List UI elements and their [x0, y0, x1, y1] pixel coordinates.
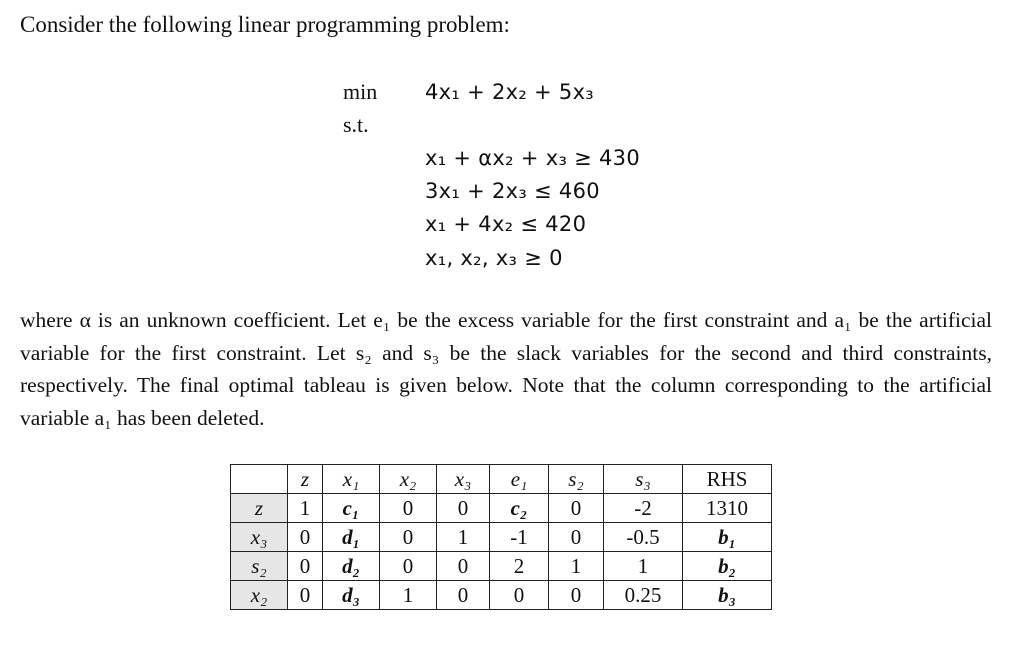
table-cell: d₃	[323, 581, 380, 610]
table-cell: 2	[490, 552, 549, 581]
constraint-3: x₁ + 4x₂ ≤ 420	[425, 212, 587, 236]
table-cell: 0	[549, 581, 604, 610]
intro-text: Consider the following linear programming problem:	[20, 12, 510, 37]
table-cell: 0.25	[604, 581, 683, 610]
table-cell: 0	[437, 552, 490, 581]
table-cell: 0	[380, 552, 437, 581]
table-cell: c₂	[490, 494, 549, 523]
table-cell: 1	[437, 523, 490, 552]
header-z: z	[288, 465, 323, 494]
table-cell: -2	[604, 494, 683, 523]
header-x2: x₂	[380, 465, 437, 494]
constraint-1: x₁ + αx₂ + x₃ ≥ 430	[425, 146, 641, 170]
header-s2: s₂	[549, 465, 604, 494]
row-label: s₂	[231, 552, 288, 581]
table-cell: c₁	[323, 494, 380, 523]
table-cell: 0	[380, 494, 437, 523]
header-rhs: RHS	[683, 465, 772, 494]
table-cell: b₃	[683, 581, 772, 610]
header-x3: x₃	[437, 465, 490, 494]
table-cell: 0	[437, 581, 490, 610]
table-cell: 0	[288, 552, 323, 581]
table-cell: 1	[604, 552, 683, 581]
nonnegativity-constraint: x₁, x₂, x₃ ≥ 0	[425, 246, 563, 270]
tableau-corner-cell	[231, 465, 288, 494]
header-s3: s₃	[604, 465, 683, 494]
header-x1: x₁	[323, 465, 380, 494]
table-cell: 0	[549, 523, 604, 552]
table-cell: 0	[380, 523, 437, 552]
table-cell: 0	[288, 523, 323, 552]
table-cell: 0	[490, 581, 549, 610]
table-cell: 0	[549, 494, 604, 523]
row-label: z	[231, 494, 288, 523]
table-cell: b₁	[683, 523, 772, 552]
min-label: min	[343, 79, 378, 104]
row-label: x₃	[231, 523, 288, 552]
table-row	[231, 552, 772, 581]
row-label: x₂	[231, 581, 288, 610]
table-row	[231, 523, 772, 552]
table-cell: d₁	[323, 523, 380, 552]
table-cell: -1	[490, 523, 549, 552]
optimal-tableau	[230, 464, 772, 610]
table-cell: b₂	[683, 552, 772, 581]
table-cell: 1310	[683, 494, 772, 523]
constraint-2: 3x₁ + 2x₃ ≤ 460	[425, 179, 600, 203]
objective-function: 4x₁ + 2x₂ + 5x₃	[425, 80, 595, 104]
st-label: s.t.	[343, 112, 369, 137]
description-paragraph: where α is an unknown coefficient. Let e₁ be the excess variable for the first constraint and a₁ be the artificial variable for the first constraint. Let s₂ and s₃ be the slack variables for the second and third constraints, respectively. The final optimal tableau is given below. Note that the column corresponding to the artificial variable a₁ has been deleted.	[20, 308, 992, 430]
table-cell: 1	[549, 552, 604, 581]
table-row	[231, 581, 772, 610]
table-cell: 1	[288, 494, 323, 523]
table-row	[231, 494, 772, 523]
table-cell: 1	[380, 581, 437, 610]
table-cell: 0	[437, 494, 490, 523]
table-cell: -0.5	[604, 523, 683, 552]
header-e1: e₁	[490, 465, 549, 494]
table-cell: d₂	[323, 552, 380, 581]
table-cell: 0	[288, 581, 323, 610]
tableau-header-row	[231, 465, 772, 494]
